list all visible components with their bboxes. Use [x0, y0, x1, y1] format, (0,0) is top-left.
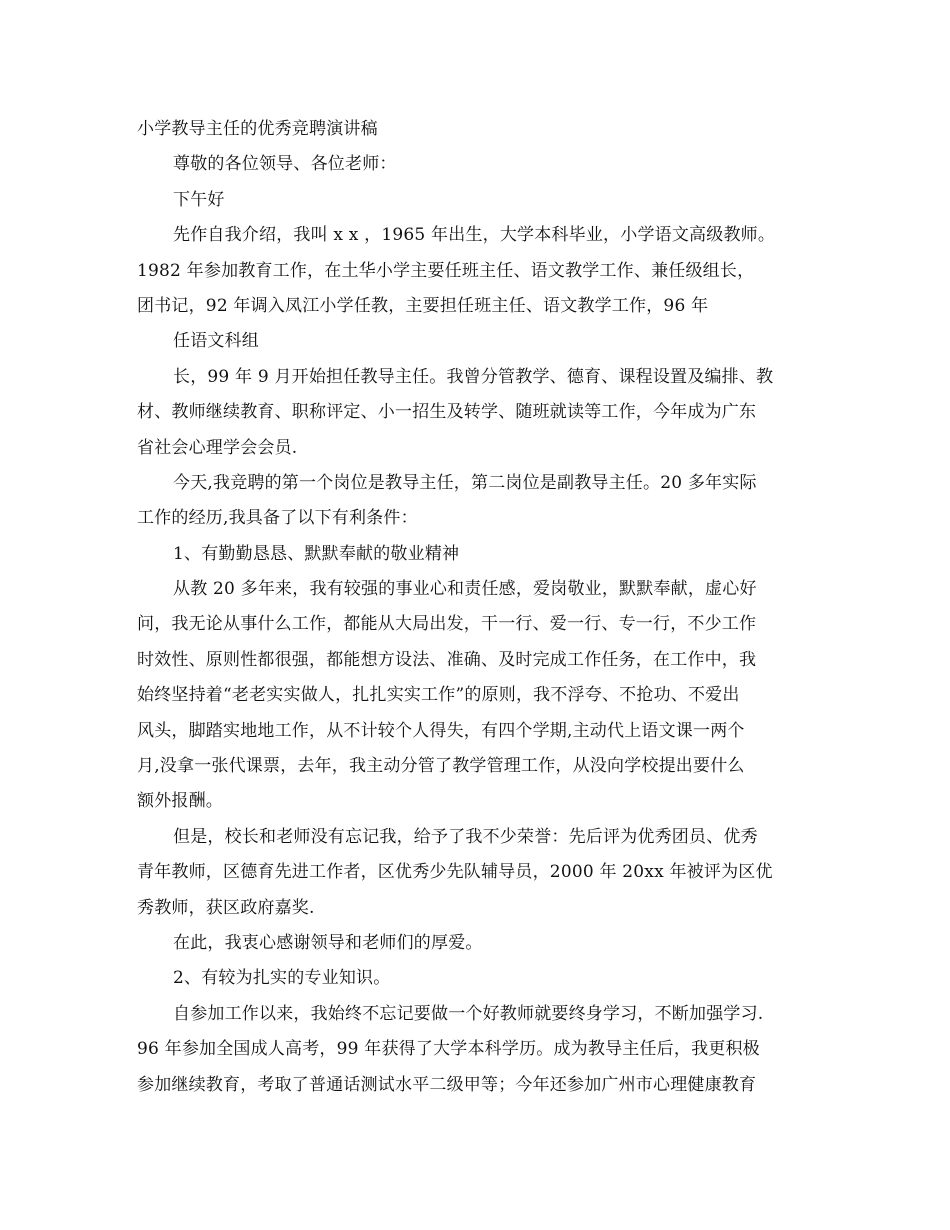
paragraph-line: 时效性、原则性都很强，都能想方设法、准确、及时完成工作任务，在工作中，我: [137, 649, 757, 670]
paragraph-line: 1、有勤勤恳恳、默默奉献的敬业精神: [173, 543, 460, 564]
paragraph-line: 但是，校长和老师没有忘记我，给予了我不少荣誉：先后评为优秀团员、优秀: [173, 826, 758, 847]
paragraph-line: 青年教师，区德育先进工作者，区优秀少先队辅导员，2000 年 20xx 年被评为区优: [137, 862, 773, 883]
paragraph-line: 长，99 年 9 月开始担任教导主任。我曾分管教学、德育、课程设置及编排、教: [173, 366, 774, 387]
paragraph-line: 秀教师，获区政府嘉奖.: [137, 897, 315, 918]
paragraph-line: 材、教师继续教育、职称评定、小一招生及转学、随班就读等工作，今年成为广东: [137, 402, 757, 423]
paragraph-line: 问，我无论从事什么工作，都能从大局出发，干一行、爱一行、专一行，不少工作: [137, 614, 757, 635]
paragraph-line: 省社会心理学会会员.: [137, 437, 298, 458]
paragraph-line: 2、有较为扎实的专业知识。: [173, 968, 391, 989]
paragraph-line: 1982 年参加教育工作，在土华小学主要任班主任、语文教学工作、兼任级组长，: [137, 260, 755, 281]
paragraph-line: 从教 20 多年来，我有较强的事业心和责任感，爱岗敬业，默默奉献，虚心好: [173, 579, 757, 600]
paragraph-line: 参加继续教育，考取了普通话测试水平二级甲等；今年还参加广州市心理健康教育: [137, 1074, 757, 1095]
paragraph-line: 月,没拿一张代课票，去年，我主动分管了教学管理工作，从没向学校提出要什么: [137, 756, 745, 777]
paragraph-line: 在此，我衷心感谢领导和老师们的厚爱。: [173, 932, 483, 953]
paragraph-line: 额外报酬。: [137, 791, 223, 812]
document-body: [137, 147, 817, 1103]
paragraph-line: 先作自我介绍，我叫 x x ，1965 年出生，大学本科毕业，小学语文高级教师。: [173, 225, 776, 246]
paragraph-line: 尊敬的各位领导、各位老师：: [173, 154, 397, 175]
paragraph-line: 自参加工作以来，我始终不忘记要做一个好教师就要终身学习，不断加强学习.: [173, 1003, 764, 1024]
document-title: 小学教导主任的优秀竞聘演讲稿: [137, 119, 378, 139]
paragraph-line: 风头，脚踏实地地工作，从不计较个人得失，有四个学期,主动代上语文课一两个: [137, 720, 745, 741]
paragraph-line: 团书记，92 年调入凤江小学任教，主要担任班主任、语文教学工作，96 年: [137, 295, 709, 316]
paragraph-line: 下午好: [173, 189, 225, 210]
paragraph-line: 任语文科组: [173, 331, 259, 352]
paragraph-line: 始终坚持着“老老实实做人，扎扎实实工作”的原则，我不浮夸、不抢功、不爱出: [137, 685, 740, 706]
paragraph-line: 工作的经历,我具备了以下有利条件：: [137, 508, 418, 529]
paragraph-line: 96 年参加全国成人高考，99 年获得了大学本科学历。成为教导主任后，我更积极: [137, 1039, 760, 1060]
document-page: [137, 112, 817, 1103]
paragraph-line: 今天,我竞聘的第一个岗位是教导主任，第二岗位是副教导主任。20 多年实际: [173, 472, 757, 493]
